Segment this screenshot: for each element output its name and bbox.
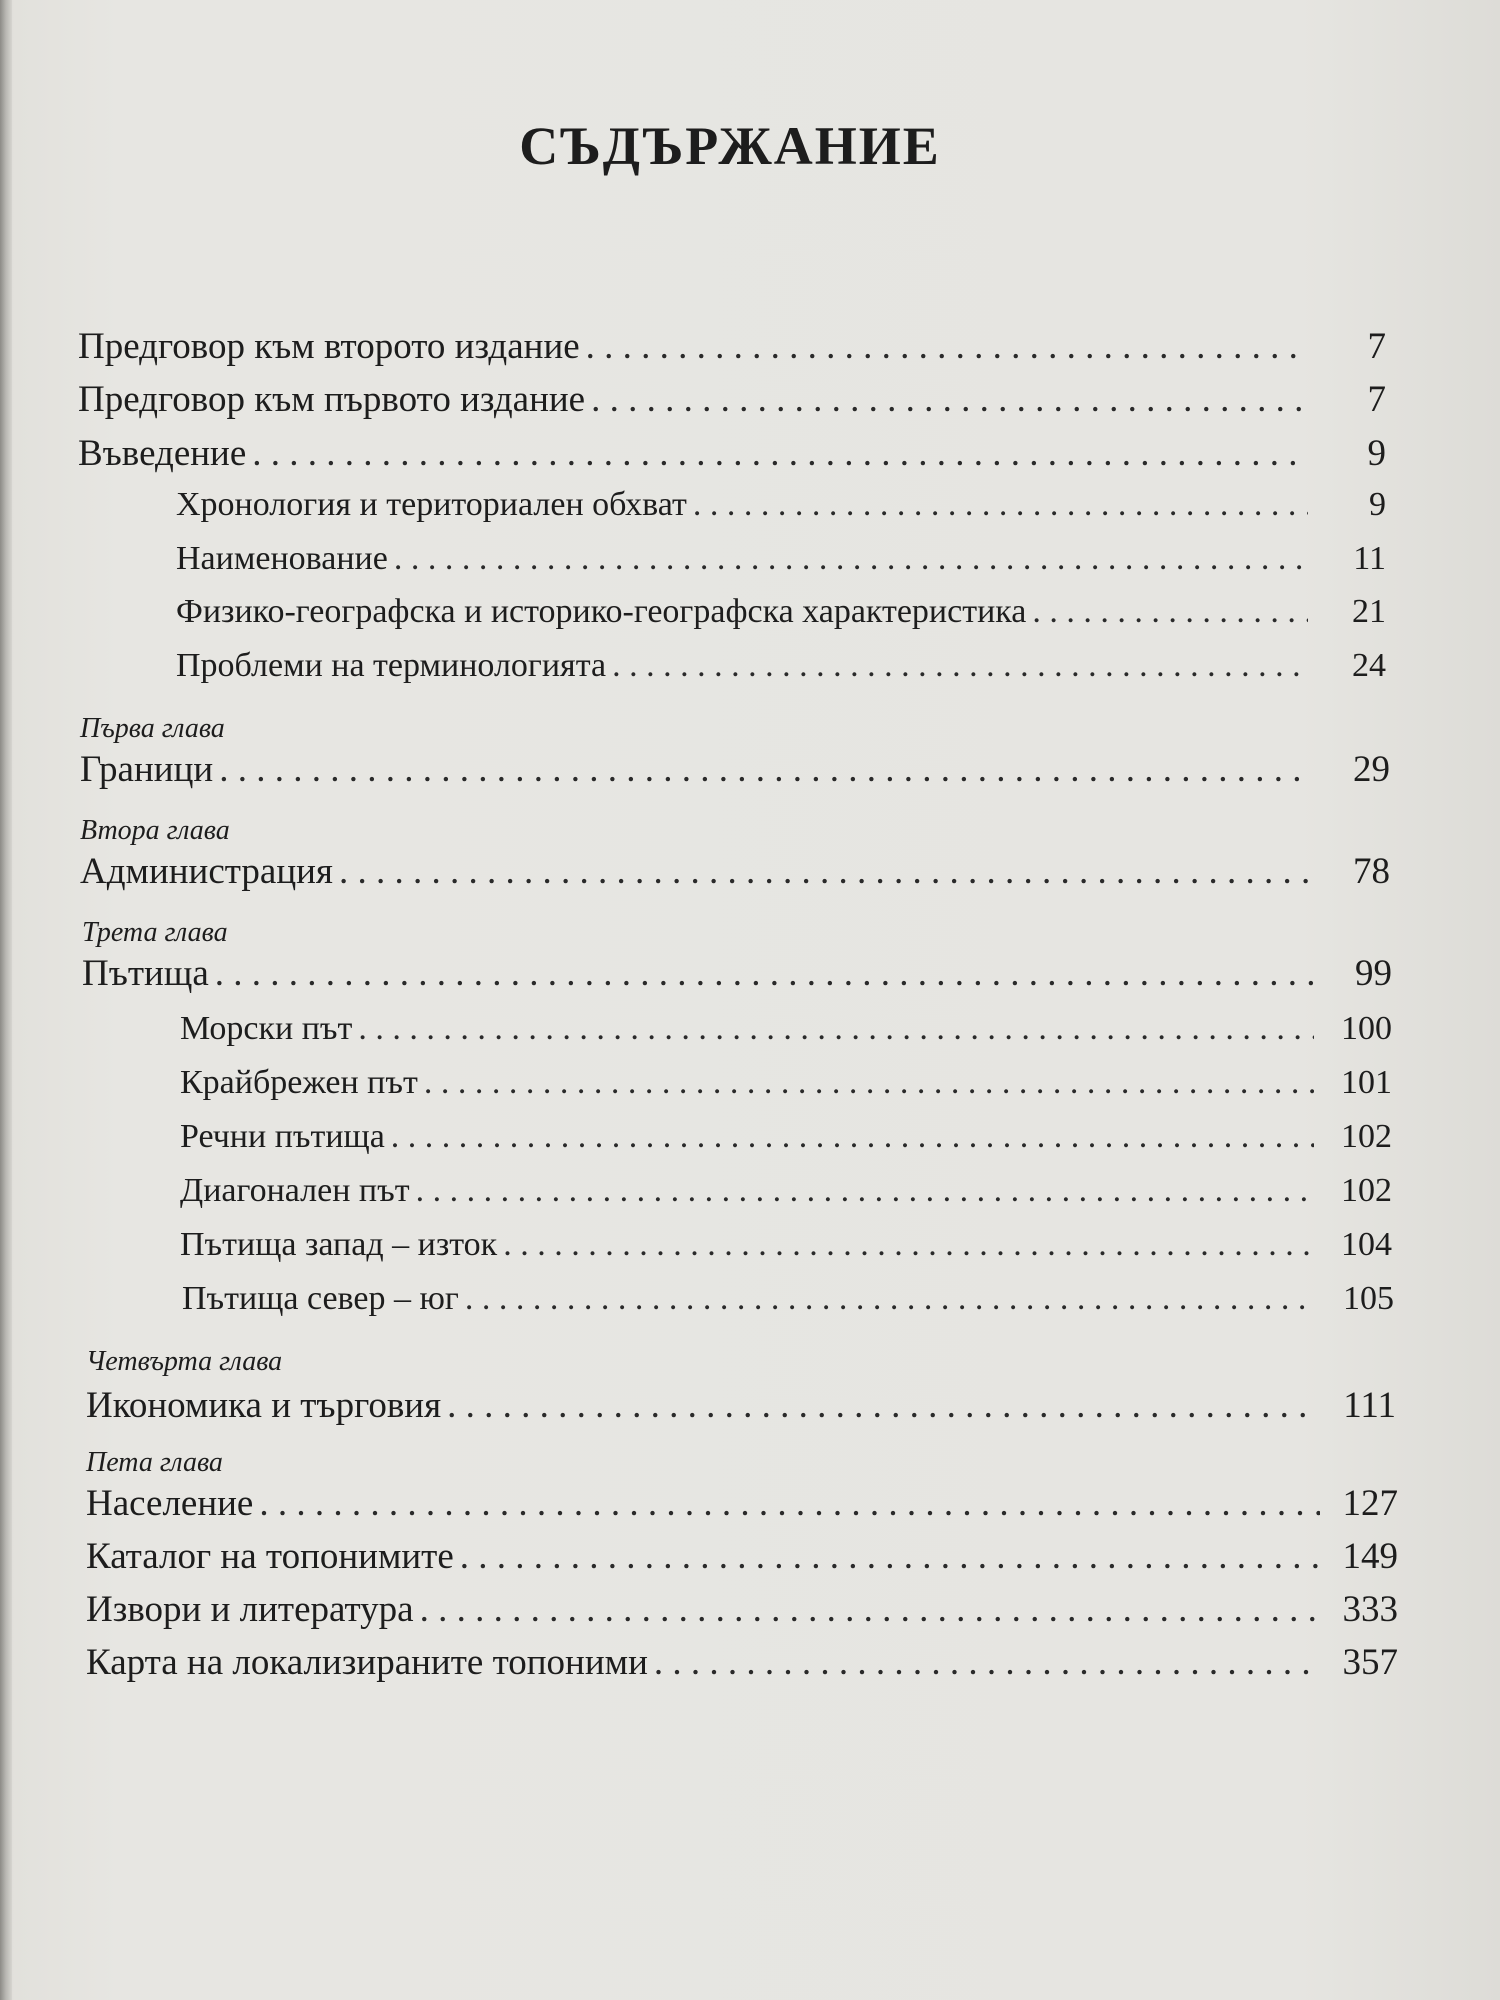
toc-entry [80,748,1390,791]
toc-entry-label: Проблеми на терминологията [176,647,607,684]
toc-entry-label: Граници [80,749,214,790]
toc-entry-page: 104 [1341,1226,1392,1263]
dot-leader [219,748,1312,791]
chapter-heading: Трета глава [82,917,228,948]
dot-leader [394,540,1308,578]
toc-entry [86,1641,1398,1684]
dot-leader [591,378,1308,421]
toc-entry-label: Пътища запад – изток [180,1226,498,1263]
toc-entry-label: Икономика и търговия [86,1385,442,1426]
toc-entry-page: 111 [1343,1385,1396,1426]
toc-entry-label: Наименование [176,540,388,577]
toc-entry-label: Карта на локализираните топоними [86,1642,648,1683]
toc-entry-label: Пътища север – юг [182,1280,459,1317]
toc-entry-label: Извори и литература [86,1589,414,1630]
toc-subentry [182,1280,1394,1318]
toc-entry-label: Хронология и териториален обхват [176,486,687,523]
dot-leader [424,1064,1314,1102]
toc-subentry [176,647,1386,685]
toc-subentry [176,593,1386,631]
dot-leader [358,1010,1314,1048]
toc-entry [86,1384,1396,1427]
chapter-heading: Втора глава [80,815,230,846]
toc-entry-label: Физико-географска и историко-географска характеристика [176,593,1027,630]
toc-entry-page: 29 [1353,749,1390,790]
toc-entry-page: 9 [1369,486,1386,523]
dot-leader [612,647,1308,685]
toc-entry-page: 333 [1342,1589,1398,1630]
chapter-heading: Четвърта глава [86,1346,283,1377]
toc-entry-label: Предговор към първото издание [78,379,586,420]
dot-leader [215,952,1314,995]
dot-leader [465,1280,1316,1318]
toc-entry-page: 127 [1342,1483,1398,1524]
toc-entry-label: Каталог на топонимите [86,1536,454,1577]
page-title: СЪДЪРЖАНИЕ [519,116,941,176]
toc-entry-page: 102 [1341,1172,1392,1209]
toc-entry-label: Речни пътища [180,1118,385,1155]
dot-leader [447,1384,1318,1427]
toc-entry [78,325,1386,368]
toc-subentry [176,486,1386,524]
chapter-heading: Пета глава [86,1447,223,1478]
toc-entry-page: 7 [1367,379,1386,420]
dot-leader [339,850,1312,893]
toc-entry-label: Администрация [80,851,333,892]
toc-entry [78,432,1386,475]
toc-entry-page: 21 [1352,593,1386,630]
dot-leader [252,432,1308,475]
dot-leader [693,486,1308,524]
toc-entry-page: 149 [1342,1536,1398,1577]
dot-leader [654,1641,1320,1684]
toc-entry [82,952,1392,995]
toc-entry-label: Крайбрежен път [180,1064,418,1101]
toc-entry-page: 357 [1342,1642,1398,1683]
toc-subentry [180,1010,1392,1048]
toc-subentry [176,540,1386,578]
toc-entry-page: 7 [1367,326,1386,367]
dot-leader [1032,593,1308,631]
toc-subentry [180,1118,1392,1156]
toc-entry-label: Диагонален път [180,1172,410,1209]
toc-entry-label: Население [86,1483,254,1524]
toc-entry [86,1588,1398,1631]
toc-entry-page: 100 [1341,1010,1392,1047]
dot-leader [391,1118,1314,1156]
dot-leader [259,1482,1320,1525]
toc-entry-label: Предговор към второто издание [78,326,580,367]
dot-leader [460,1535,1320,1578]
toc-subentry [180,1226,1392,1264]
toc-entry-page: 99 [1355,953,1392,994]
toc-entry-label: Морски път [180,1010,353,1047]
dot-leader [586,325,1308,368]
toc-entry-page: 9 [1367,433,1386,474]
toc-entry-page: 102 [1341,1118,1392,1155]
toc-entry-label: Въведение [78,433,247,474]
toc-subentry [180,1064,1392,1102]
toc-entry-page: 24 [1352,647,1386,684]
dot-leader [503,1226,1314,1264]
dot-leader [416,1172,1314,1210]
toc-entry [86,1482,1398,1525]
toc-subentry [180,1172,1392,1210]
toc-entry-page: 78 [1353,851,1390,892]
toc-entry [80,850,1390,893]
toc-entry-label: Пътища [82,953,209,994]
toc-entry-page: 11 [1353,540,1386,577]
toc-entry-page: 105 [1343,1280,1394,1317]
toc-entry [86,1535,1398,1578]
chapter-heading: Първа глава [80,713,225,744]
toc-entry-page: 101 [1341,1064,1392,1101]
toc-entry [78,378,1386,421]
dot-leader [420,1588,1320,1631]
